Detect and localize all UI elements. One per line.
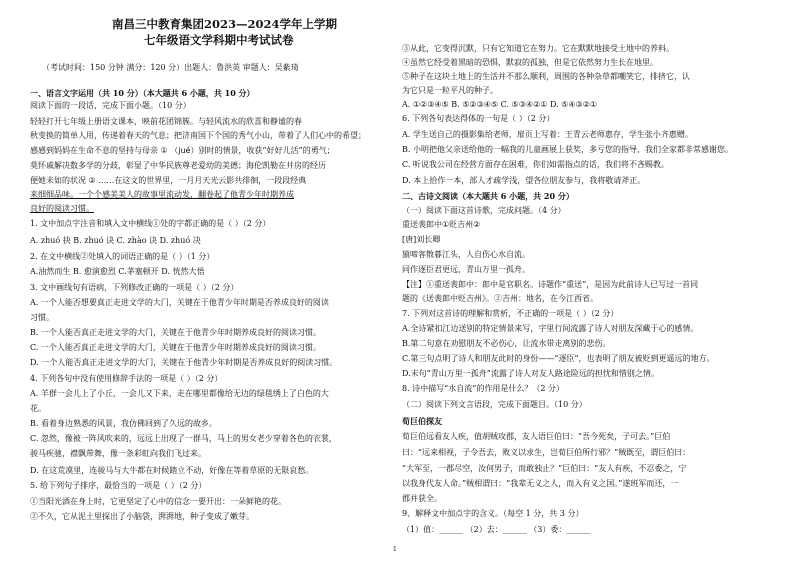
right-line: 重送裴郎中①贬吉州②	[402, 220, 481, 229]
right-line: （一）阅读下面这首诗歌，完成问题。（4 分）	[402, 206, 566, 215]
right-line: D.末句“青山万里一孤舟”流露了诗人对友人路途险远的担忧和惜别之情。	[402, 369, 659, 378]
right-line: 猿啼客散暮江头，人自伤心水自流。	[402, 250, 530, 259]
right-line: 曰：“远来相视，子令吾去，败义以求生，岂荀巨伯所行邪？”贼既至，谓巨伯曰：	[402, 448, 691, 457]
exam-title-line-2: 七年级语文学科期中考试试卷	[144, 33, 294, 47]
right-line: C. 听说我公司在经营方面存在困难，你们如需指点的话，我们将不吝赐教。	[402, 160, 669, 169]
right-line: （1）值：______ （2）去：______ （3）委：______	[402, 525, 591, 534]
right-line: 荀巨伯远看友人疾，值胡贼攻郡，友人语巨伯曰：“吾今死矣，子可去。”巨伯	[402, 432, 671, 441]
right-line: [唐]刘长卿	[402, 235, 441, 244]
right-line: 以我身代友人命。”贼相谓曰：“我辈无义之人，而入有义之国。”遂班军而还，一	[402, 479, 679, 488]
left-line: D. 在这荒漠里，连骏马与大牛都在时候踏立不动，好像在等着草原的无限哀愁。	[30, 466, 314, 475]
left-line: C. 一个人能否真正走进文学的大门，关键在于他青少年时期养成良好的阅读习惯。	[30, 343, 321, 352]
exam-title-line-1: 南昌三中教育集团2023—2024学年上学期	[112, 17, 338, 31]
left-line: A. 一个人能否想要真正走进文学的大门，关键在于他青少年时期是否养成良好的阅读	[30, 298, 329, 307]
left-line: 一、语言文字运用（共 10 分）（本大题共 6 小题，共 10 分）	[30, 88, 255, 98]
left-line: 莫怀戚解决数多学的分歧，彰显了中华民族尊老爱幼的美德；海伦凯勒在井房的经历	[30, 161, 326, 170]
right-line: C.第三句点明了诗人和朋友此时的身份——“逐臣”，也表明了朋友被贬到更遥远的地方。	[402, 354, 715, 363]
right-line: A.全诗紧扣江边送别的特定情景来写，字里行间流露了诗人对朋友深藏于心的感情。	[402, 324, 699, 333]
left-line: 感感到妈妈在生命不息的坚持与母亲 ① （jué）别时的情景，收获“好好儿活”的勇气；	[30, 146, 335, 155]
left-line: 良好的阅读习惯。	[30, 204, 94, 213]
left-line: D. 一个人能否真正走进文学的大门，关键在于他青少年时期是否养成良好的阅读习惯。	[30, 358, 338, 367]
right-line: ④虽然它经受着黑暗的恐惧，默寂的孤独，但是它依然努力生长在地里。	[402, 58, 658, 67]
right-line: A. ①②③④⑤ B. ⑤②③④⑤ C. ⑤③④②① D. ⑤④③②①	[402, 100, 598, 109]
left-line: 习惯。	[30, 313, 54, 322]
right-line: “大军至，一郡尽空，汝何男子，而敢独止？”巨伯曰：“友人有疾，不忍委之，宁	[402, 464, 687, 473]
left-line: 轻轻打开七年级上册语文课本，映前花团锦簇。与轻风流水的欣喜和静谧的春	[30, 117, 302, 126]
left-line: 5. 给下列句子排序，最恰当的一项是（ ）（2 分）	[30, 481, 207, 490]
left-line: 骏马疾驰，襟飘带舞，像一条彩虹向我们飞过来。	[30, 449, 206, 458]
right-line: 7. 下列对这首诗的理解和赏析，不正确的一项是（ ）（2 分）	[402, 309, 619, 318]
right-line: ⑤种子在这块土地上的生活并不那么顺利，周围的各种杂草都嘲笑它，排挤它，认	[402, 72, 690, 81]
left-line: 便她未如的状况 ② ……在这文的世界里，一月月天光云影共徘徊，一段段经典	[30, 176, 307, 185]
right-line: D. 本上拾作一本，部人才疏学浅，望各位朋友参与，我将敬请斧正。	[402, 176, 646, 185]
right-line: 同作逐臣君更远，青山万里一孤舟。	[402, 265, 530, 274]
right-line: 8. 诗中描写“水自流”的作用是什么？（2 分）	[402, 384, 564, 393]
left-line: 秋变换的简单人用，传递着春天的气息；把济南国下个国的秀气小山，带着了人们心中的希望；	[30, 131, 366, 140]
right-line: B.第二句意在劝慰朋友不必伤心，让流水带走离别的悲伤。	[402, 339, 611, 348]
left-line: 花。	[30, 404, 46, 413]
left-line: C. 忽然，像被一阵风吹来的，远远上出现了一群马，马上的男女老少穿着各色的衣裳，	[30, 434, 337, 443]
left-line: 2. 在文中横线②处填入的词语正确的是（ ）（1 分）	[30, 252, 215, 261]
left-line: 3. 文中画线句有语病，下列修改正确的一项是（ ）（2 分）	[30, 283, 239, 292]
right-line: 9、解释文中加点字的含义。（每空 1 分，共 3 分）	[402, 509, 584, 518]
left-line: B. 看着身边熟悉的风景，我仿佛回到了久远的故乡。	[30, 419, 217, 428]
left-line: A.油然而生 B. 愈演愈烈 C.茅塞顿开 D. 恍然大悟	[30, 267, 205, 276]
left-line: 阅读下面的一段话，完成下面小题。（10 分）	[30, 101, 191, 110]
right-line: 题的《送裴郎中贬吉州》。②吉州：地名，在今江西省。	[402, 294, 598, 303]
right-line: ③从此，它变得沉默，只有它知道它在努力。它在默默地接受土地中的养料。	[402, 44, 674, 53]
left-line: 1. 文中加点字注音和填入文中横线①处的字都正确的是（ ）（2 分）	[30, 219, 271, 228]
left-line: ②不久，它从泥土里探出了小脑袋，湃湃地，种子变成了嫩芽。	[30, 512, 254, 521]
left-line: 4. 下列各句中没有使用修辞手法的一项是（ ）（2 分）	[30, 374, 223, 383]
right-line: 6. 下列各句表达得体的一句是（ ）（2 分）	[402, 114, 555, 123]
right-line: 为它只是一粒平凡的种子。	[402, 86, 498, 95]
right-line: （二）阅读下列文言语段，完成下面题目。（10 分）	[402, 400, 587, 409]
left-line: A. 羊群一会儿上了小丘，一会儿又下来，走在哪里都像给无边的绿毯绣上了白色的大	[30, 389, 329, 398]
right-line: 【注】①重送裴郎中：郎中是官职名。诗题作“重送”，是因为此前诗人已写过一首同	[402, 280, 699, 289]
left-line: 来细细品味。一个个感美美人的故事里流动发，翻卷起了他青少年时期养成	[30, 190, 294, 199]
right-line: 二、古诗文阅读（本大题共 6 小题，共 20 分）	[402, 191, 574, 201]
right-line: 荀巨伯探友	[402, 416, 442, 426]
exam-meta: （考试时间：150 分钟 满分：120 分）出题人：鲁洪英 审题人：吴紫琦	[42, 63, 299, 72]
page-number: 1	[393, 546, 397, 553]
left-line: A. zhuó 抉 B. zhuó 诀 C. zhào 诀 D. zhuó 决	[30, 236, 201, 245]
left-line: ①当阳光酒在身上时，它更坚定了心中的信念一要开出：一朵鲜艳的花。	[30, 497, 286, 506]
left-line: B. 一个人能否真正走进文学的大门，关键在于他青少年时期养成良好的阅读习惯。	[30, 328, 321, 337]
right-line: 郡并获全。	[402, 494, 442, 503]
right-line: A. 学生送自己的摄影集给老师，扉页上写着：王青云老师惠存，学生张小齐惠赠。	[402, 130, 693, 139]
right-line: B. 小明把他父亲送给他的一幅我的儿童画展上获奖，多亏您的指导，我们全家都非常感谢您。	[402, 145, 733, 154]
